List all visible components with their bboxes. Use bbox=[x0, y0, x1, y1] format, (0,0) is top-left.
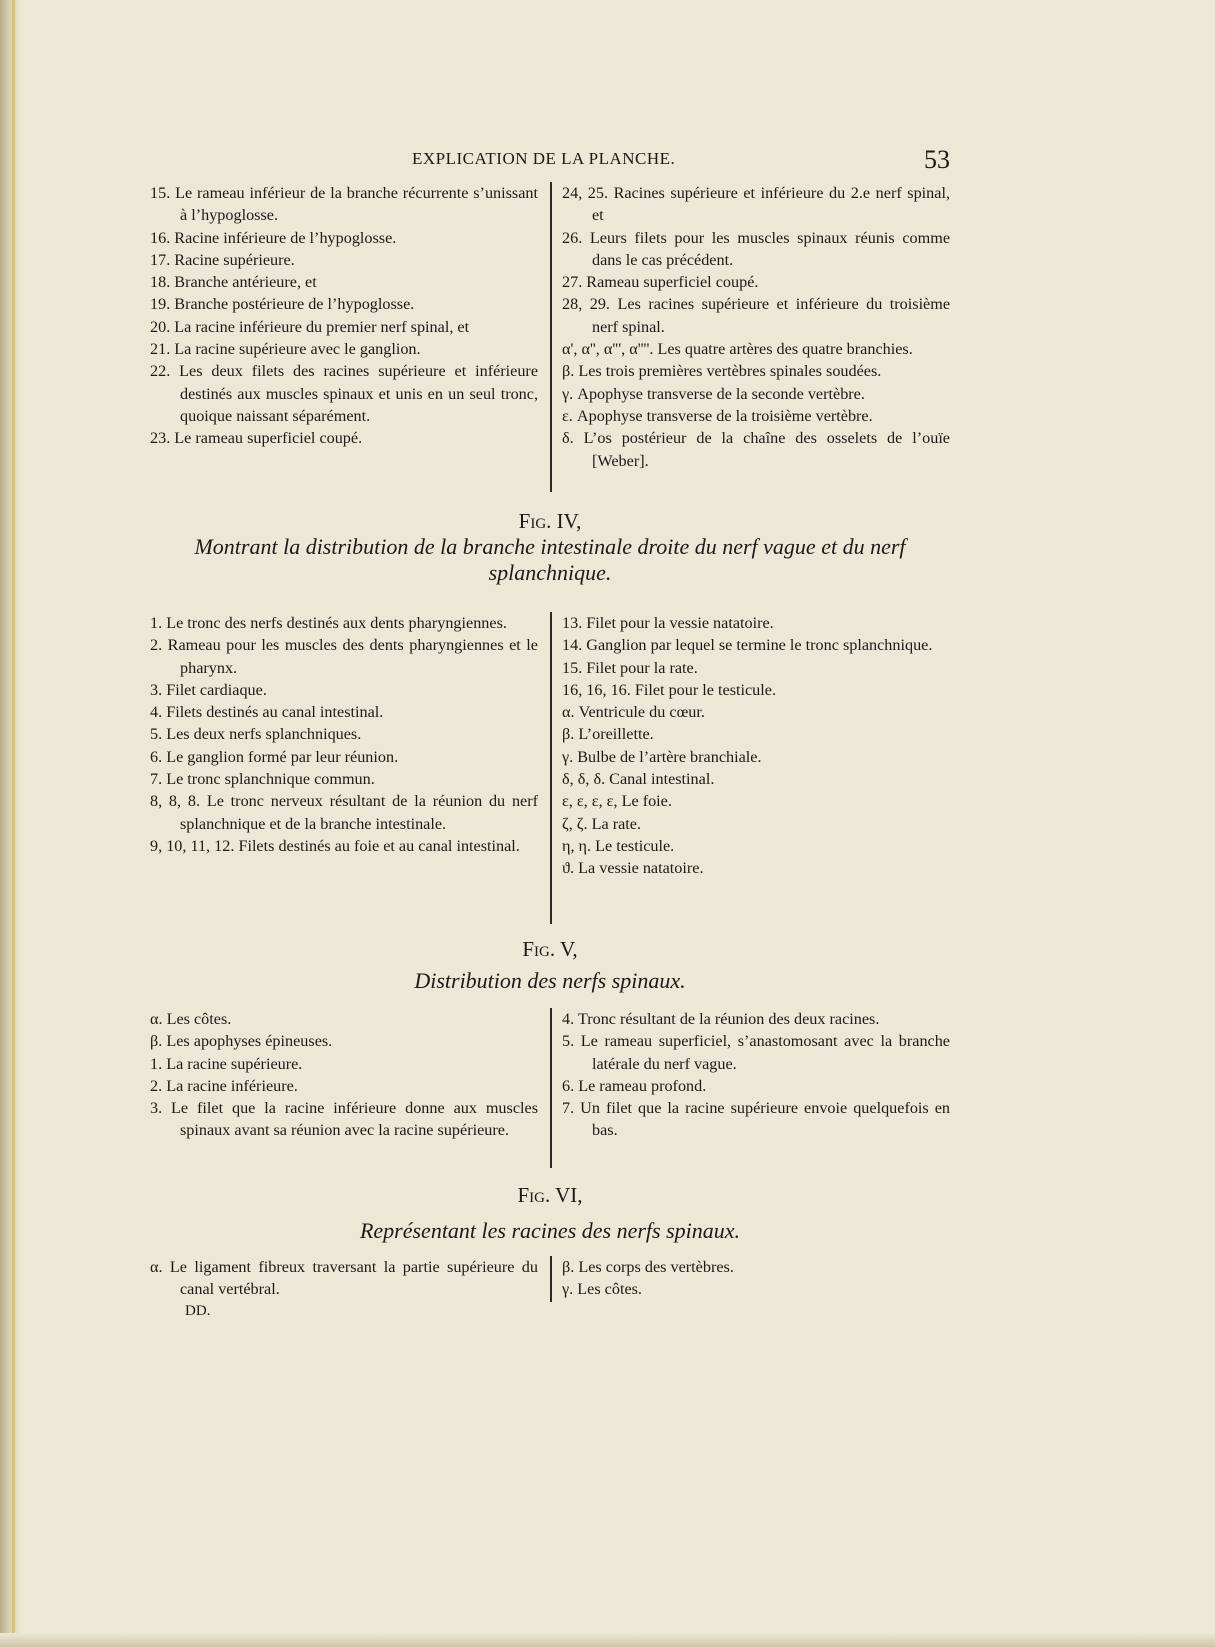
entry-text: La racine inférieure. bbox=[166, 1076, 298, 1095]
legend-entry bbox=[150, 746, 538, 768]
legend-entry bbox=[562, 1075, 950, 1097]
entry-number: β. bbox=[562, 362, 575, 381]
legend-entry bbox=[562, 657, 950, 679]
figure-5-title: Fig. V, bbox=[522, 937, 578, 961]
entry-number: δ. bbox=[562, 429, 574, 448]
entry-text: Les quatre artères des quatre branchies. bbox=[657, 340, 913, 359]
entry-number: ε. bbox=[562, 406, 573, 425]
legend-entry bbox=[150, 293, 538, 315]
entry-text: Le tronc splanchnique commun. bbox=[166, 770, 375, 789]
entry-number: 18. bbox=[150, 273, 171, 292]
entry-number: 4. bbox=[562, 1010, 575, 1028]
legend-entry bbox=[150, 1256, 538, 1301]
entry-text: Leurs filets pour les muscles spinaux réunis comme dans le cas précédent. bbox=[589, 228, 951, 269]
entry-number: 15. bbox=[562, 658, 583, 677]
entry-number: ζ, ζ. bbox=[562, 814, 588, 833]
figure-5-caption: Distribution des nerfs spinaux. bbox=[414, 968, 686, 993]
legend-entry bbox=[562, 405, 950, 427]
entry-number: 1. bbox=[150, 614, 163, 632]
entry-text: Apophyse transverse de la troisième vertèbre. bbox=[576, 406, 873, 425]
entry-number: ε, ε, ε, ε, bbox=[562, 792, 618, 811]
legend-column-right bbox=[562, 1256, 950, 1301]
entry-number: 17. bbox=[150, 250, 171, 269]
entry-number: 16, 16, 16. bbox=[562, 680, 631, 699]
entry-text: Les côtes. bbox=[166, 1010, 232, 1028]
entry-number: β. bbox=[562, 725, 575, 744]
legend-entry bbox=[562, 723, 950, 745]
legend-entry bbox=[562, 427, 950, 472]
entry-number: 26. bbox=[562, 228, 583, 247]
entry-text: Les racines supérieure et inférieure du troisième nerf spinal. bbox=[592, 295, 951, 336]
legend-entry bbox=[150, 427, 538, 449]
legend-entry bbox=[562, 182, 950, 227]
entry-number: 5. bbox=[562, 1032, 575, 1051]
entry-number: δ, δ, δ. bbox=[562, 770, 606, 789]
legend-entry bbox=[562, 1030, 950, 1075]
entry-number: α. bbox=[150, 1258, 163, 1276]
legend-entry bbox=[150, 1075, 538, 1097]
legend-entry bbox=[562, 227, 950, 272]
figure-5-legend bbox=[150, 1008, 950, 1168]
legend-column-left bbox=[150, 182, 538, 450]
legend-entry bbox=[562, 360, 950, 382]
legend-entry bbox=[562, 857, 950, 879]
legend-entry bbox=[562, 634, 950, 656]
column-divider bbox=[550, 612, 552, 924]
entry-number: γ. bbox=[562, 1280, 574, 1299]
entry-text: La racine supérieure. bbox=[166, 1054, 303, 1073]
entry-text: Les côtes. bbox=[577, 1280, 642, 1299]
entry-number: γ. bbox=[562, 384, 574, 403]
legend-entry bbox=[150, 271, 538, 293]
legend-column-left bbox=[150, 612, 538, 857]
entry-text: Filet pour la rate. bbox=[586, 658, 698, 677]
legend-entry bbox=[150, 316, 538, 338]
entry-text: La rate. bbox=[591, 814, 642, 833]
legend-entry bbox=[562, 790, 950, 812]
entry-number: 1. bbox=[150, 1054, 163, 1073]
figure-6-title: Fig. VI, bbox=[517, 1183, 583, 1207]
entry-number: 14. bbox=[562, 636, 583, 655]
column-divider bbox=[550, 1256, 552, 1302]
entry-number: ϑ. bbox=[562, 859, 575, 878]
entry-number: 20. bbox=[150, 317, 171, 336]
entry-number: η, η. bbox=[562, 836, 592, 855]
entry-text: L’oreillette. bbox=[578, 725, 654, 744]
entry-number: γ. bbox=[562, 747, 574, 766]
page-binding-edge bbox=[0, 0, 22, 1647]
binding-mark bbox=[12, 0, 15, 1647]
entry-text: Racine supérieure. bbox=[174, 250, 295, 269]
entry-text: Rameau pour les muscles des dents pharyngiennes et le pharynx. bbox=[167, 636, 538, 677]
entry-text: Les apophyses épineuses. bbox=[166, 1032, 333, 1051]
entry-text: Un filet que la racine supérieure envoie quelquefois en bas. bbox=[580, 1099, 951, 1140]
entry-text: Les corps des vertèbres. bbox=[578, 1258, 734, 1276]
legend-entry bbox=[150, 723, 538, 745]
entry-text: Le rameau inférieur de la branche récurrente s’unissant à l’hypoglosse. bbox=[175, 184, 538, 225]
figure-6-legend bbox=[150, 1256, 950, 1306]
entry-text: Les deux nerfs splanchniques. bbox=[166, 725, 362, 744]
entry-text: Les deux filets des racines supérieure et inférieure destinés aux muscles spinaux et unis en un seul tronc, quoique naissant séparément. bbox=[179, 362, 539, 425]
entry-text: Filets destinés au canal intestinal. bbox=[166, 703, 384, 722]
legend-entry bbox=[150, 634, 538, 679]
figure-6-caption: Représentant les racines des nerfs spinaux. bbox=[359, 1218, 741, 1243]
entry-number: 8, 8, 8. bbox=[150, 792, 201, 811]
legend-entry bbox=[562, 1097, 950, 1142]
legend-entry bbox=[562, 383, 950, 405]
entry-text: Filet cardiaque. bbox=[166, 680, 267, 699]
signature-mark: DD. bbox=[185, 1303, 211, 1319]
legend-entry bbox=[562, 701, 950, 723]
entry-number: β. bbox=[562, 1258, 575, 1276]
entry-number: α. bbox=[150, 1010, 163, 1028]
legend-entry bbox=[150, 768, 538, 790]
entry-text: Ganglion par lequel se termine le tronc splanchnique. bbox=[586, 636, 933, 655]
entry-number: 6. bbox=[562, 1076, 575, 1095]
entry-number: 16. bbox=[150, 228, 171, 247]
entry-number: 3. bbox=[150, 680, 163, 699]
entry-text: Le rameau superficiel, s’anastomosant avec la branche latérale du nerf vague. bbox=[580, 1032, 950, 1073]
legend-entry bbox=[562, 1278, 950, 1300]
legend-entry bbox=[150, 835, 538, 857]
entry-number: 13. bbox=[562, 614, 583, 632]
entry-text: Racine inférieure de l’hypoglosse. bbox=[174, 228, 397, 247]
entry-text: Le tronc des nerfs destinés aux dents pharyngiennes. bbox=[166, 614, 507, 632]
entry-text: Branche postérieure de l’hypoglosse. bbox=[174, 295, 415, 314]
entry-number: 7. bbox=[562, 1099, 575, 1118]
legend-entry bbox=[562, 1008, 950, 1030]
legend-entry bbox=[150, 679, 538, 701]
legend-entry bbox=[562, 338, 950, 360]
legend-entry bbox=[150, 1053, 538, 1075]
figure-4-caption: Montrant la distribution de la branche intestinale droite du nerf vague et du nerf splanchnique. bbox=[194, 534, 906, 585]
legend-column-right bbox=[562, 1008, 950, 1142]
legend-column-left bbox=[150, 1256, 538, 1301]
legend-entry bbox=[150, 182, 538, 227]
figure-4-legend bbox=[150, 612, 950, 924]
legend-entry bbox=[562, 612, 950, 634]
legend-entry bbox=[562, 835, 950, 857]
entry-number: 19. bbox=[150, 295, 171, 314]
legend-entry bbox=[150, 360, 538, 427]
entry-text: Le foie. bbox=[621, 792, 672, 811]
legend-entry bbox=[150, 701, 538, 723]
entry-text: Branche antérieure, et bbox=[174, 273, 317, 292]
entry-text: Rameau superficiel coupé. bbox=[586, 273, 759, 292]
entry-number: 7. bbox=[150, 770, 163, 789]
legend-section-continued bbox=[150, 182, 950, 492]
running-title: EXPLICATION DE LA PLANCHE. bbox=[412, 149, 676, 168]
entry-number: 22. bbox=[150, 362, 171, 381]
legend-entry bbox=[562, 1256, 950, 1278]
entry-number: 28, 29. bbox=[562, 295, 610, 314]
legend-entry bbox=[150, 338, 538, 360]
entry-number: 3. bbox=[150, 1099, 163, 1118]
page-number: 53 bbox=[924, 145, 950, 174]
figure-4-title: Fig. IV, bbox=[518, 509, 582, 533]
entry-number: 23. bbox=[150, 429, 171, 448]
legend-column-right bbox=[562, 182, 950, 472]
legend-entry bbox=[562, 271, 950, 293]
figure-5-heading bbox=[150, 936, 950, 994]
legend-entry bbox=[562, 768, 950, 790]
entry-number: α. bbox=[562, 703, 575, 722]
legend-entry bbox=[562, 813, 950, 835]
entry-number: 15. bbox=[150, 184, 171, 202]
entry-text: Apophyse transverse de la seconde vertèbre. bbox=[577, 384, 865, 403]
legend-entry bbox=[150, 249, 538, 271]
entry-number: α', α'', α''', α''''. bbox=[562, 340, 654, 359]
entry-number: 5. bbox=[150, 725, 163, 744]
entry-text: L’os postérieur de la chaîne des osselets de l’ouïe [Weber]. bbox=[583, 429, 950, 470]
column-divider bbox=[550, 1008, 552, 1168]
entry-text: Canal intestinal. bbox=[609, 770, 715, 789]
entry-text: Le filet que la racine inférieure donne aux muscles spinaux avant sa réunion avec la racine supérieure. bbox=[171, 1099, 538, 1140]
entry-text: Les trois premières vertèbres spinales soudées. bbox=[578, 362, 882, 381]
entry-number: 27. bbox=[562, 273, 583, 292]
legend-entry bbox=[562, 746, 950, 768]
entry-text: Le ligament fibreux traversant la partie supérieure du canal vertébral. bbox=[169, 1258, 538, 1299]
entry-number: 2. bbox=[150, 636, 163, 655]
legend-entry bbox=[150, 1030, 538, 1052]
entry-text: Le rameau profond. bbox=[578, 1076, 707, 1095]
legend-entry bbox=[562, 679, 950, 701]
entry-number: 21. bbox=[150, 340, 171, 359]
entry-number: 2. bbox=[150, 1076, 163, 1095]
page-header bbox=[150, 145, 950, 177]
column-divider bbox=[550, 182, 552, 492]
entry-number: β. bbox=[150, 1032, 163, 1051]
entry-text: Le tronc nerveux résultant de la réunion du nerf splanchnique et de la branche intestinale. bbox=[180, 792, 539, 833]
entry-text: Filet pour le testicule. bbox=[634, 680, 777, 699]
figure-4-heading bbox=[150, 508, 950, 586]
entry-text: Racines supérieure et inférieure du 2.e nerf spinal, et bbox=[592, 184, 951, 225]
entry-text: Le testicule. bbox=[595, 836, 675, 855]
figure-6-heading bbox=[150, 1182, 950, 1244]
legend-entry bbox=[150, 612, 538, 634]
entry-number: 6. bbox=[150, 747, 163, 766]
legend-entry bbox=[150, 227, 538, 249]
legend-entry bbox=[150, 1008, 538, 1030]
entry-text: La racine inférieure du premier nerf spinal, et bbox=[174, 317, 470, 336]
legend-entry bbox=[150, 1097, 538, 1142]
legend-column-left bbox=[150, 1008, 538, 1142]
entry-text: Le ganglion formé par leur réunion. bbox=[166, 747, 399, 766]
entry-text: Tronc résultant de la réunion des deux racines. bbox=[577, 1010, 880, 1028]
legend-column-right bbox=[562, 612, 950, 880]
entry-text: Filets destinés au foie et au canal intestinal. bbox=[238, 836, 520, 855]
entry-number: 9, 10, 11, 12. bbox=[150, 836, 235, 855]
entry-text: Le rameau superficiel coupé. bbox=[174, 429, 363, 448]
entry-text: Ventricule du cœur. bbox=[578, 703, 705, 722]
entry-number: 24, 25. bbox=[562, 184, 609, 202]
entry-text: Bulbe de l’artère branchiale. bbox=[577, 747, 762, 766]
entry-text: La racine supérieure avec le ganglion. bbox=[174, 340, 421, 359]
entry-number: 4. bbox=[150, 703, 163, 722]
page-bottom-edge bbox=[0, 1633, 1215, 1647]
entry-text: Filet pour la vessie natatoire. bbox=[586, 614, 774, 632]
legend-entry bbox=[562, 293, 950, 338]
legend-entry bbox=[150, 790, 538, 835]
entry-text: La vessie natatoire. bbox=[578, 859, 704, 878]
